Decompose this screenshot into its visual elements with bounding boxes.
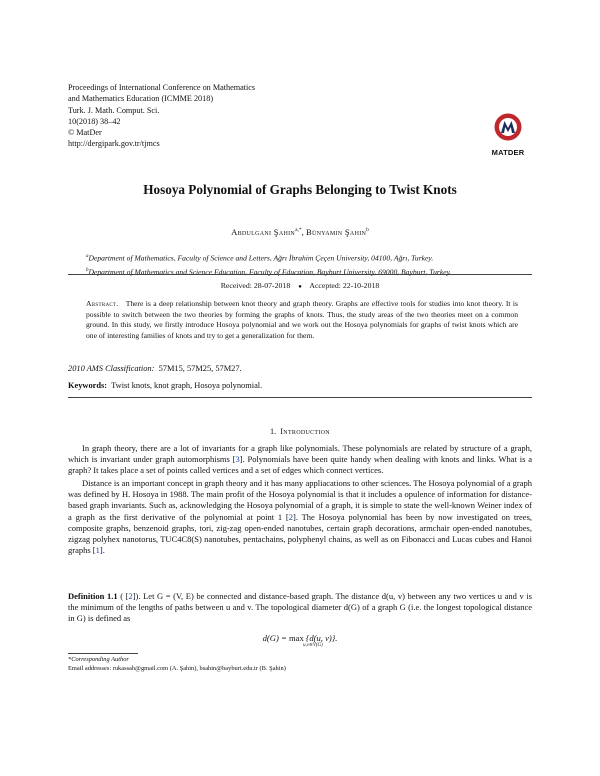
author-affiliation-mark: b: [366, 227, 369, 234]
ams-classification: [68, 364, 242, 373]
received-date: Received: 28-07-2018: [220, 281, 291, 290]
matder-logo-icon: [493, 112, 523, 142]
definition-label: Definition 1.1: [68, 591, 118, 601]
accepted-date: Accepted: 22-10-2018: [309, 281, 380, 290]
header-line: 10(2018) 38–42: [68, 116, 121, 126]
header-link[interactable]: http://dergipark.gov.tr/tjmcs: [68, 139, 160, 149]
ams-value: 57M15, 57M25, 57M27.: [158, 364, 242, 373]
citation-link[interactable]: 2: [288, 511, 294, 522]
paragraph: In graph theory, there are a lot of invariants for a graph like polynomials. These polynomials are related by structure of a graph, which is invariant under graph automorphisms [3]. Polynomials have been quite handy when dealing with knots and links. What is a graph? It takes place a set of points called vertices and a set of edges which connect vertices.: [68, 443, 533, 476]
footnote-corresponding: *Corresponding Author: [68, 656, 129, 663]
definition: Definition 1.1 ( [2]). Let G = (V, E) be connected and distance-based graph. The distance d(u, v) between any two vertices u and v is the minimum of the lengths of paths between u and v. The topological diameter d(G) of a graph G (i.e. the longest topological distance in G) is defined as: [68, 591, 532, 624]
ams-label: 2010 AMS Classification:: [68, 364, 155, 373]
header-line: © MatDer: [68, 128, 102, 138]
equation-subscript: u,v∈V(G): [303, 643, 323, 648]
definition-text: Let G = (V, E) be connected and distance-based graph. The distance d(u, v) between any two vertices u and v is the minimum of the lengths of paths between u and v. The topological diameter d(G) of a graph G (i.e. the longest topological distance in G) is defined as: [68, 591, 532, 624]
author-separator: ,: [301, 227, 306, 237]
keywords-label: Keywords:: [68, 381, 108, 390]
divider: [68, 397, 532, 398]
author-affiliation-mark: a,*: [295, 227, 302, 234]
footnote-rule: [68, 653, 138, 654]
header-line: Turk. J. Math. Comput. Sci.: [68, 105, 160, 115]
journal-header: [68, 82, 255, 150]
abstract-label: Abstract.: [86, 299, 119, 308]
divider: [68, 274, 532, 275]
paragraph: Distance is an important concept in graph theory and it has many appliacations to other sciences. The Hosoya polynomial of a graph was defined by H. Hosoya in 1988. The main profit of the Hosoya polynomial is that it includes a opulence of information for distance-based graph invariants. Such as, acknowledging the Hosoya polynomial of a graph, it is simple to state the well-known Weiner index of a graph as the first derivative of the polynomial at point 1 [2]. The Hosoya polynomial has been by now investigated on trees, composite graphs, benzenoid graphs, tori, zig-zag open-ended nanotubes, certain graph decorations, armchair open-ended nanotubes, zigzag polyhex nanotorus, TUC4C8(S) nanotubes, pentachains, polyphenyl chains, as well as on Fibonacci and Lucas cubes and Hanoi graphs [1].: [68, 478, 532, 556]
affiliation: $^a$Department of Mathematics, Faculty of Science and Letters, Ağrı İbrahim Çeçen University, 04100, Ağrı, Turkey.: [86, 253, 434, 263]
citation-link[interactable]: 3: [235, 454, 240, 465]
bullet-separator: ●: [298, 284, 302, 290]
header-line: Proceedings of International Conference on Mathematics: [68, 83, 256, 92]
section-heading: [0, 427, 600, 436]
citation-link[interactable]: 1: [95, 545, 100, 556]
author-list: [0, 227, 600, 237]
paper-title: Hosoya Polynomial of Graphs Belonging to Twist Knots: [143, 182, 457, 197]
equation: d(G) = max {d(u, v)}. u,v∈V(G): [0, 633, 600, 648]
logo-text: MATDER: [491, 148, 525, 157]
keywords-value: Twist knots, knot graph, Hosoya polynomial.: [111, 381, 263, 390]
author-name: Bünyamin Şahin: [305, 227, 367, 237]
section-number: 1.: [270, 427, 277, 436]
submission-dates: [0, 281, 600, 290]
author-name: Abdulgani Şahin: [231, 227, 296, 237]
abstract-text: There is a deep relationship between knot theory and graph theory. Graphs are effective tools for studies into knot theory. It is possible to switch between the two theories by forming the graphs of knots. Thus, the study areas of the two theories meet on a common ground. In this study, we firstly introduce Hosoya polynomial and we work out the Hosoya polynomials for graphs of twist knots which are one of interesting families of knots and try to get a generalization for them.: [86, 299, 518, 340]
section-title: Introduction: [280, 427, 330, 436]
header-line: and Mathematics Education (ICMME 2018): [68, 94, 214, 104]
keywords: [68, 381, 262, 390]
citation-link[interactable]: 2: [128, 591, 133, 601]
footnote-emails: Email addresses: rukassah@gmail.com (A. Şahin), bsahin@bayburt.edu.tr (B. Şahin): [68, 665, 286, 672]
abstract: [86, 299, 518, 341]
matder-logo: [486, 112, 530, 157]
affiliation: $^b$Department of Mathematics and Science Education, Faculty of Education, Bayburt University, 69000, Bayburt, Turkey.: [86, 267, 452, 277]
